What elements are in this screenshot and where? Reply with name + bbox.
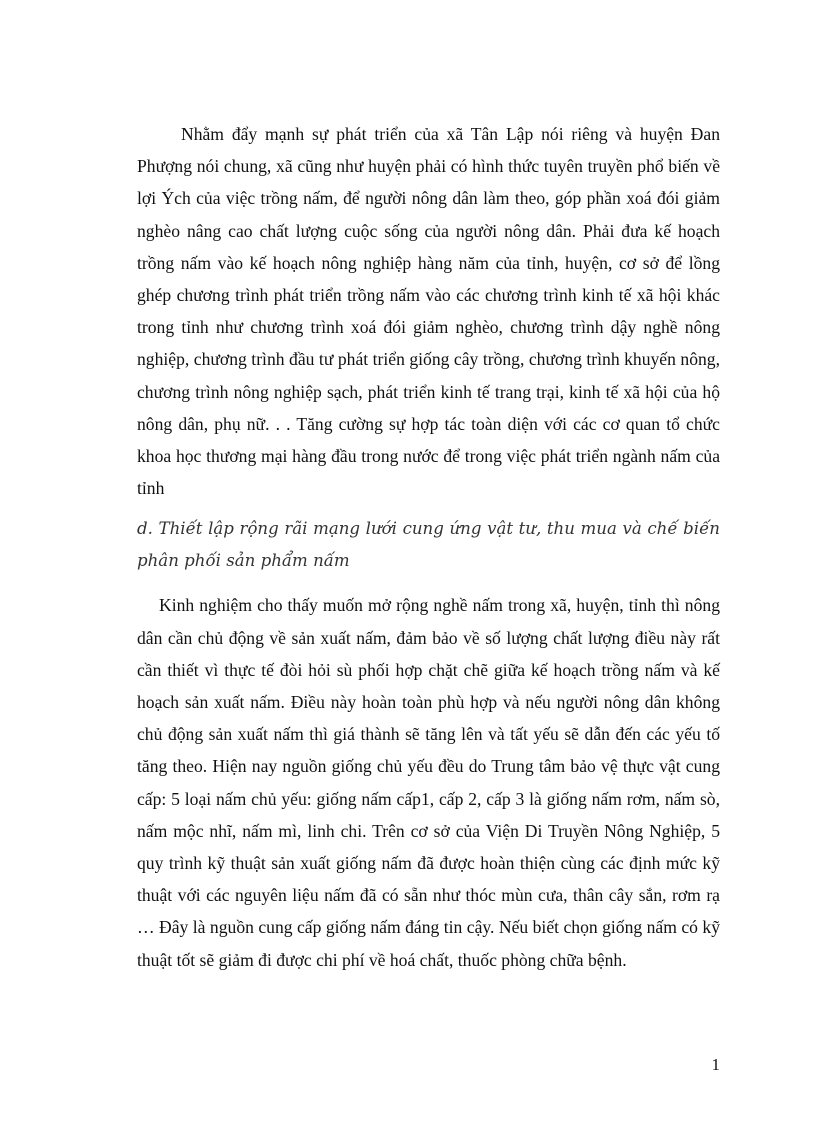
page-body (137, 118, 720, 976)
page-number: 1 (711, 1055, 720, 1074)
section-heading: d. Thiết lập rộng rãi mạng lưới cung ứng vật tư, thu mua và chế biến phân phối sản phẩm nấm (137, 519, 720, 571)
body-paragraph-2: Kinh nghiệm cho thấy muốn mở rộng nghề nấm trong xã, huyện, tỉnh thì nông dân cần chủ động về sản xuất nấm, đảm bảo về số lượng chất lượng điều này rất cần thiết vì thực tế đòi hỏi sù phối hợp chặt chẽ giữa kế hoạch trồng nấm và kế hoạch sản xuất nấm. Điều này hoàn toàn phù hợp và nếu người nông dân không chủ động sản xuất nấm thì giá thành sẽ tăng lên và tất yếu sẽ dẫn đến các yếu tố tăng theo. Hiện nay nguồn giống chủ yếu đều do Trung tâm bảo vệ thực vật cung cấp: 5 loại nấm chủ yếu: giống nấm cấp1, cấp 2, cấp 3 là giống nấm rơm, nấm sò, nấm mộc nhĩ, nấm mì, linh chi. Trên cơ sở của Viện Di Truyền Nông Nghiệp, 5 quy trình kỹ thuật sản xuất giống nấm đã được hoàn thiện cùng các định mức kỹ thuật với các nguyên liệu nấm đã có sẵn như thóc mùn cưa, thân cây sắn, rơm rạ … Đây là nguồn cung cấp giống nấm đáng tin cậy. Nếu biết chọn giống nấm có kỹ thuật tốt sẽ giảm đi được chi phí về hoá chất, thuốc phòng chữa bệnh. (137, 595, 720, 970)
body-paragraph-1: Nhằm đẩy mạnh sự phát triển của xã Tân Lập nói riêng và huyện Đan Phượng nói chung, xã cũng như huyện phải có hình thức tuyên truyền phổ biến về lợi Ých của việc trồng nấm, để người nông dân làm theo, góp phần xoá đói giảm nghèo nâng cao chất lượng cuộc sống của người nông dân. Phải đưa kế hoạch trồng nấm vào kế hoạch nông nghiệp hàng năm của tỉnh, huyện, cơ sở để lồng ghép chương trình phát triển trồng nấm vào các chương trình kinh tế xã hội khác trong tỉnh như chương trình xoá đói giảm nghèo, chương trình dậy nghề nông nghiệp, chương trình đầu tư phát triển giống cây trồng, chương trình khuyến nông, chương trình nông nghiệp sạch, phát triển kinh tế trang trại, kinh tế xã hội của hộ nông dân, phụ nữ. . . Tăng cường sự hợp tác toàn diện với các cơ quan tổ chức khoa học thương mại hàng đầu trong nước để trong việc phát triển ngành nấm của tỉnh (137, 124, 720, 499)
